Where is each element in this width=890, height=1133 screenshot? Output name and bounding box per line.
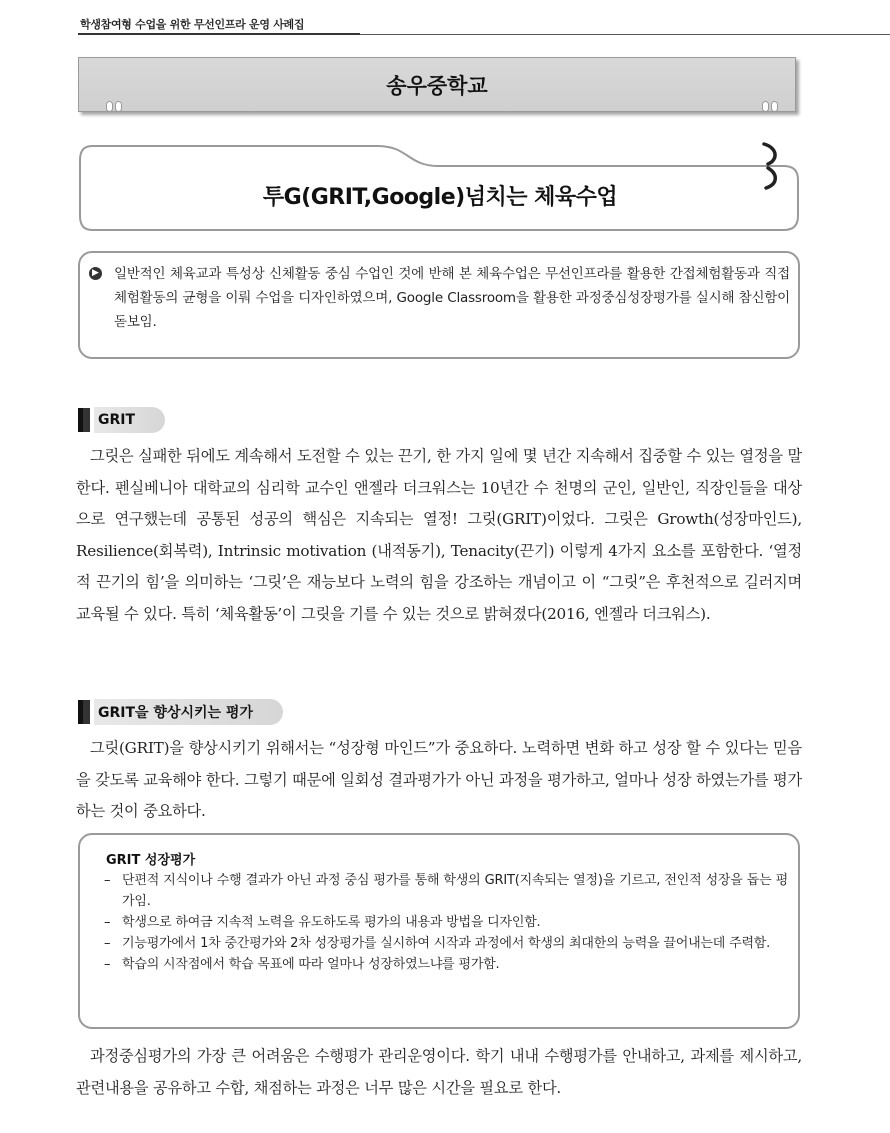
list-item: – 학생으로 하여금 지속적 노력을 유도하도록 평가의 내용과 방법을 디자인함. — [104, 912, 788, 933]
lesson-title: 투G(GRIT,Google)넘치는 체육수업 — [262, 185, 618, 210]
section-marker — [78, 408, 90, 432]
section-heading-grit — [78, 405, 165, 435]
binder-ring-icon — [115, 101, 122, 112]
list-item: – 학습의 시작점에서 학습 목표에 따라 얼마나 성장하였느냐를 평가함. — [104, 954, 788, 975]
summary-text: 일반적인 체육교과 특성상 신체활동 중심 수업인 것에 반해 본 체육수업은 무선인프라를 활용한 간접체험활동과 직접체험활동의 균형을 이뤄 수업을 디자인하였으며, Google Classroom을 활용한 과정중심성장평가를 실시해 참신함이 돋보임. — [114, 266, 790, 330]
header-rule-accent — [78, 33, 360, 35]
running-header: 학생참여형 수업을 위한 무선인프라 운영 사례집 — [80, 18, 305, 31]
section-heading-evaluation — [78, 697, 283, 727]
evaluation-list — [104, 870, 788, 975]
section-marker — [78, 700, 90, 724]
list-item: – 기능평가에서 1차 중간평가와 2차 성장평가를 실시하여 시작과 과정에서 학생의 최대한의 능력을 끌어내는데 주력함. — [104, 933, 788, 954]
section-heading-label: GRIT을 향상시키는 평가 — [94, 699, 283, 725]
arrow-right-icon: ▶ — [89, 267, 102, 280]
body-paragraph-grit: 그릿은 실패한 뒤에도 계속해서 도전할 수 있는 끈기, 한 가지 일에 몇 년간 지속해서 집중할 수 있는 열정을 말한다. 펜실베니아 대학교의 심리학 교수인 앤젤라 더크워스는 10년간 수 천명의 군인, 일반인, 직장인들을 대상으로 연구했는데 공통된 성공의 핵심은 지속되는 열정! 그릿(GRIT)이었다. 그릿은 Growth(성장마인드), Resilience(회복력), Intrinsic motivation (내적동기), Tenacity(끈기) 이렇게 4가지 요소를 포함한다. ‘열정적 끈기의 힘’을 의미하는 ‘그릿’은 재능보다 노력의 힘을 강조하는 개념이고 이 “그릿”은 후천적으로 길러지며 교육될 수 있다. 특히 ‘체육활동’이 그릿을 기를 수 있는 것으로 밝혀졌다(2016, 엔젤라 더크워스). — [76, 447, 802, 623]
binder-ring-icon — [106, 101, 113, 112]
section-heading-label: GRIT — [94, 407, 165, 433]
evaluation-box-title: GRIT 성장평가 — [106, 853, 196, 868]
binder-ring-icon — [762, 101, 769, 112]
school-name: 송우중학교 — [386, 73, 488, 98]
closing-paragraph: 과정중심평가의 가장 큰 어려움은 수행평가 관리운영이다. 학기 내내 수행평가를 안내하고, 과제를 제시하고, 관련내용을 공유하고 수합, 채점하는 과정은 너무 많은 시간을 필요로 한다. — [76, 1047, 802, 1097]
school-banner — [78, 57, 796, 112]
binder-ring-icon — [771, 101, 778, 112]
body-paragraph-evaluation: 그릿(GRIT)을 향상시키기 위해서는 “성장형 마인드”가 중요하다. 노력하면 변화 하고 성장 할 수 있다는 믿음을 갖도록 교육해야 한다. 그렇기 때문에 일회성 결과평가가 아닌 과정을 평가하고, 얼마나 성장 하였는가를 평가하는 것이 중요하다. — [76, 739, 802, 820]
list-item: – 단편적 지식이나 수행 결과가 아닌 과정 중심 평가를 통해 학생의 GRIT(지속되는 열정)을 기르고, 전인적 성장을 돕는 평가임. — [104, 870, 788, 912]
